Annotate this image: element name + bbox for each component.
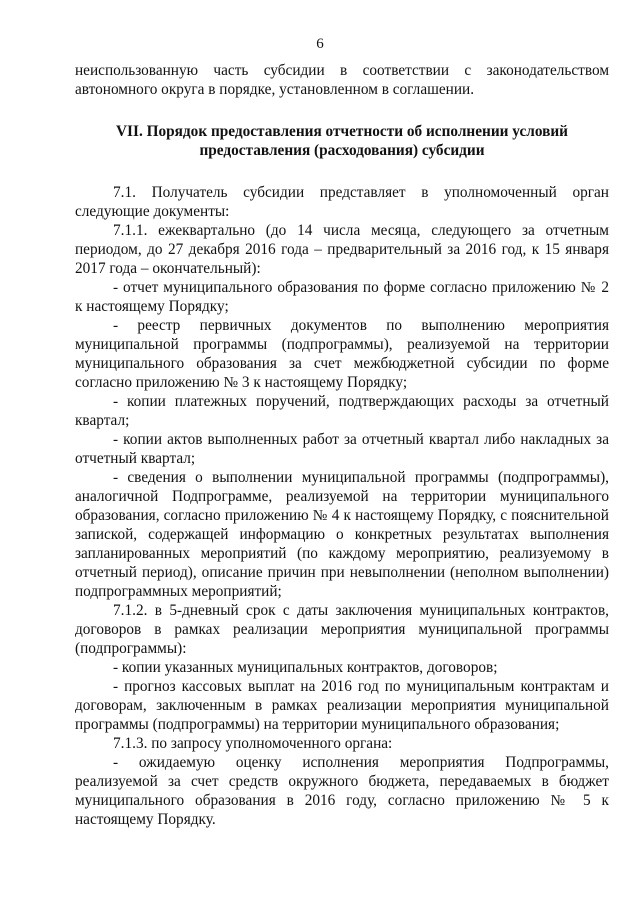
list-item-payment-forecast: - прогноз кассовых выплат на 2016 год по муниципальным контрактам и договорам, заключенным в рамках реализации мероприятия муниципальной программы (подпрограммы) на территории муниципального образования; [75,678,609,733]
list-item-contract-copies: - копии указанных муниципальных контрактов, договоров; [113,659,498,676]
list-item-report: - отчет муниципального образования по форме согласно приложению № 2 к настоящему Порядку; [75,279,609,315]
list-item-acts: - копии актов выполненных работ за отчетный квартал либо накладных за отчетный квартал; [75,431,609,467]
paragraph-7-1: 7.1. Получатель субсидии представляет в уполномоченный орган следующие документы: [75,184,609,220]
list-item-registry: - реестр первичных документов по выполнению мероприятия муниципальной программы (подпрограммы), реализуемой на территории муниципального образования за счет межбюджетной субсидии по форме согласно приложению № 3 к настоящему Порядку; [75,317,609,391]
paragraph-7-1-2: 7.1.2. в 5-дневный срок с даты заключения муниципальных контрактов, договоров в рамках реализации мероприятия муниципальной программы (подпрограммы): [75,602,609,657]
paragraph-7-1-3: 7.1.3. по запросу уполномоченного органа: [113,735,393,752]
paragraph-continuation: неиспользованную часть субсидии в соответствии с законодательством автономного округа в порядке, установленном в соглашении. [75,62,609,98]
document-body [75,61,609,829]
page-number: 6 [316,36,324,52]
list-item-expected-assessment: - ожидаемую оценку исполнения мероприятия Подпрограммы, реализуемой за счет средств окружного бюджета, передаваемых в бюджет муниципального образования в 2016 году, согласно приложению № 5 к настоящему Порядку. [75,754,609,828]
list-item-program-info: - сведения о выполнении муниципальной программы (подпрограммы), аналогичной Подпрограмме, реализуемой на территории муниципального образования, согласно приложению № 4 к настоящему Порядку, с пояснительной запиской, содержащей информацию о конкретных результатах выполнения запланированных мероприятий (по каждому мероприятию, реализуемому в отчетный период), описание причин при невыполнении (неполном выполнении) подпрограммных мероприятий; [75,469,609,600]
list-item-payment-orders: - копии платежных поручений, подтверждающих расходы за отчетный квартал; [75,393,609,429]
paragraph-7-1-1: 7.1.1. ежеквартально (до 14 числа месяца, следующего за отчетным периодом, до 27 декабря 2016 года – предварительный за 2016 год, к 15 января 2017 года – окончательный): [75,222,609,277]
section-heading: VII. Порядок предоставления отчетности об исполнении условий предоставления (расходования) субсидии [116,123,568,159]
